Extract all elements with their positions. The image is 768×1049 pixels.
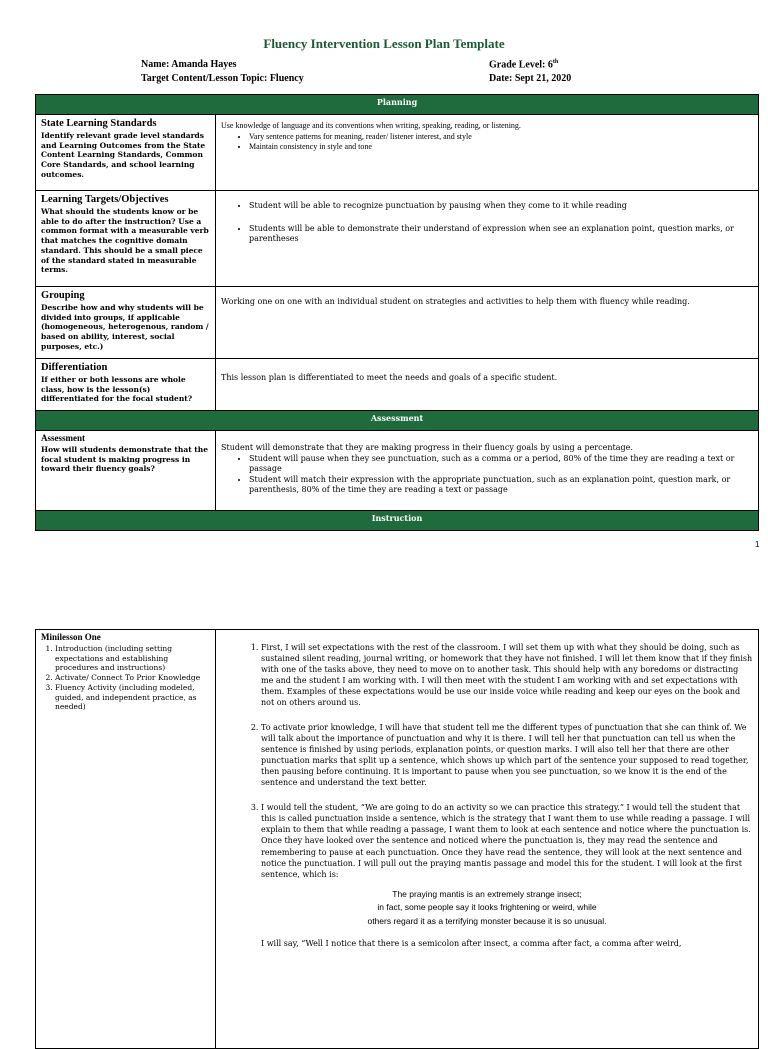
date-label: Date: Sept 21, 2020 (489, 73, 572, 84)
differentiation-heading: Differentiation (41, 362, 108, 373)
planning-table (35, 94, 759, 531)
assessment-row (36, 431, 759, 511)
minilesson-step-text: I would tell the student, “We are going to do an activity so we can practice this strategy.” I would tell the student that this is called punctuation inside a sentence, which is the strategy that I want them to use while reading a passage. I will explain to them that while reading a passage, I want them to look at each sentence and notice where the punctuation is. Once they have looked over the sentence and noticed where the punctuation is, they may read the sentence and remembering to pause at each punctuation. Once they have read the sentence, they will look at the next sentence and notice the punctuation. I will pull out the praying mantis passage and model this for the student. I will look at the first sentence, which is: (261, 803, 751, 879)
assessment-bullet: • Student will pause when they see punctuation, such as a comma or a period, 80% of the time they are reading a text or passage (249, 454, 753, 475)
grouping-heading: Grouping (41, 290, 85, 301)
assessment-heading: Assessment (41, 433, 85, 443)
quote-line: others regard it as a terrifying monster because it is so unusual. (367, 915, 607, 926)
standards-row (36, 115, 759, 191)
targets-heading: Learning Targets/Objectives (41, 194, 169, 205)
standards-text: Use knowledge of language and its conventions when writing, speaking, reading, or listening. (221, 121, 521, 130)
assessment-band: Assessment (36, 411, 759, 431)
standards-description: Identify relevant grade level standards and Learning Outcomes from the State Content Learning Standards, Common Core Standards, and school learning outcomes. (41, 130, 206, 179)
minilesson-left-item: 3. Fluency Activity (including modeled, guided, and independent practice, as needed) (55, 683, 210, 712)
differentiation-text: This lesson plan is differentiated to meet the needs and goals of a specific student. (221, 373, 558, 382)
minilesson-tail-text: I will say, “Well I notice that there is a semicolon after insect, a comma after fact, a comma after weird, (261, 939, 682, 949)
minilesson-table (35, 629, 759, 1049)
standards-bullet: • Vary sentence patterns for meaning, reader/ listener interest, and style (249, 132, 753, 143)
assessment-description: How will students demonstrate that the focal student is making progress in toward their fluency goals? (41, 444, 208, 474)
quote-line: in fact, some people say it looks frightening or weird, while (377, 902, 597, 913)
name-label: Name: Amanda Hayes (141, 59, 237, 70)
standards-heading: State Learning Standards (41, 118, 157, 129)
grouping-row (36, 287, 759, 359)
minilesson-row (36, 630, 759, 1049)
passage-quote (221, 888, 753, 929)
topic-label: Target Content/Lesson Topic: Fluency (141, 73, 304, 84)
quote-line: The praying mantis is an extremely strange insect; (392, 888, 582, 899)
minilesson-left-item: 1. Introduction (including setting expectations and establishing procedures and instructions) (55, 644, 210, 673)
assessment-text: Student will demonstrate that they are making progress in their fluency goals by using a percentage. (221, 443, 633, 452)
differentiation-description: If either or both lessons are whole class, how is the lesson(s) differentiated for the focal student? (41, 374, 193, 404)
assessment-bullet: • Student will match their expression with the appropriate punctuation, such as an explanation point, question mark, or parenthesis, 80% of the time they are reading a text or passage (249, 475, 753, 496)
minilesson-step: 1. First, I will set expectations with the rest of the classroom. I will set them up with what they should be doing, such as sustained silent reading, journal writing, or homework that they have not finished. I will let them know that if they finish with one of the tasks above, they need to move on to another task. This should help with any boredoms or distracting me and the student I am working with. I will then meet with the student I am working with and set expectations with them. Examples of these expectations would be use our inside voice while reading and keep our eyes on the book and not on others around us. (261, 642, 753, 708)
planning-band: Planning (36, 95, 759, 115)
minilesson-heading: Minilesson One (41, 632, 101, 642)
targets-bullet: • Student will be able to recognize punctuation by pausing when they come to it while reading (249, 201, 753, 212)
grouping-text: Working one on one with an individual student on strategies and activities to help them with fluency while reading. (221, 297, 690, 306)
targets-row (36, 191, 759, 287)
document-title: Fluency Intervention Lesson Plan Template (263, 36, 505, 51)
minilesson-step (261, 802, 753, 949)
standards-bullet: • Maintain consistency in style and tone (249, 142, 753, 153)
instruction-band: Instruction (36, 511, 759, 531)
minilesson-step: 2. To activate prior knowledge, I will have that student tell me the different types of punctuation that she can think of. We will talk about the importance of punctuation and why it is there. I will tell her that punctuation can tell us when the sentence is finished by using periods, explanation points, or question marks. I will also tell her that there are other punctuation marks that split up a sentence, which shows up which part of the sentence your supposed to read together, then pausing before continuing. It is important to pause when you see punctuation, so we know it is the end of the sentence and understand the text better. (261, 722, 753, 788)
page-number: 1 (755, 540, 760, 549)
grouping-description: Describe how and why students will be divided into groups, if applicable (homogeneous, heterogenous, random / based on ability, interest, social purposes, etc.) (41, 302, 209, 351)
differentiation-row (36, 359, 759, 411)
minilesson-left-item: 2. Activate/ Connect To Prior Knowledge (55, 673, 210, 683)
targets-description: What should the students know or be able to do after the instruction? Use a common format with a measurable verb that matches the cognitive domain standard. This should be a small piece of the standard stated in measurable terms. (41, 206, 209, 275)
targets-bullet: • Students will be able to demonstrate their understand of expression when see an explanation point, question marks, or parentheses (249, 224, 753, 245)
grade-level: Grade Level: 6th (489, 59, 559, 71)
